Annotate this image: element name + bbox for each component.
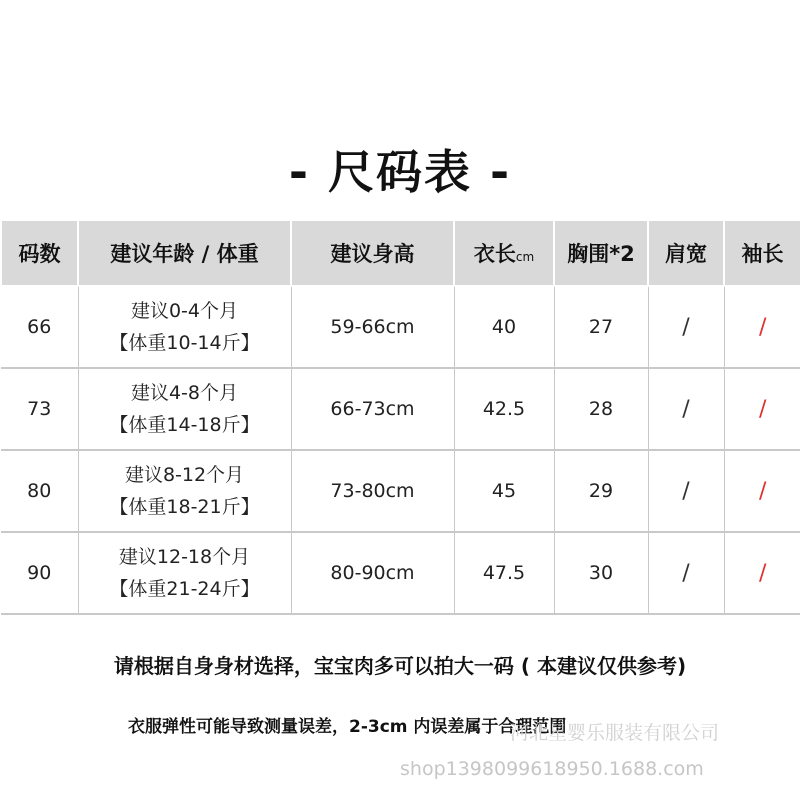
table-row <box>1 286 800 368</box>
sizing-advice-note: 请根据自身身材选择，宝宝肉多可以拍大一码 ( 本建议仅供参考) <box>113 654 687 678</box>
cell-age: 建议0-4个月 <box>130 300 239 322</box>
cell-height: 66-73cm <box>291 368 454 450</box>
table-row <box>1 368 800 450</box>
header-length-unit: cm <box>515 250 535 264</box>
cell-length: 40 <box>454 286 554 368</box>
cell-sleeve-value: / <box>759 314 767 340</box>
cell-shoulder <box>648 368 724 450</box>
cell-age-weight <box>78 286 291 368</box>
cell-shoulder <box>648 450 724 532</box>
cell-chest: 27 <box>554 286 648 368</box>
cell-length: 47.5 <box>454 532 554 614</box>
header-chest: 胸围*2 <box>554 220 648 286</box>
cell-shoulder-value: / <box>682 478 690 504</box>
table-header-row <box>1 220 800 286</box>
cell-weight: 【体重14-18斤】 <box>109 414 260 436</box>
cell-age: 建议12-18个月 <box>118 546 251 568</box>
cell-sleeve <box>724 368 800 450</box>
watermark-url: shop1398099618950.1688.com <box>400 758 704 780</box>
cell-shoulder-value: / <box>682 314 690 340</box>
header-sleeve: 袖长 <box>724 220 800 286</box>
cell-sleeve-value: / <box>759 478 767 504</box>
cell-sleeve-value: / <box>759 560 767 586</box>
cell-length: 45 <box>454 450 554 532</box>
table-row <box>1 532 800 614</box>
cell-size: 73 <box>1 368 78 450</box>
cell-age-weight <box>78 368 291 450</box>
cell-sleeve <box>724 532 800 614</box>
cell-size: 90 <box>1 532 78 614</box>
cell-height: 73-80cm <box>291 450 454 532</box>
cell-shoulder <box>648 286 724 368</box>
header-size: 码数 <box>1 220 78 286</box>
cell-shoulder-value: / <box>682 560 690 586</box>
cell-age: 建议8-12个月 <box>124 464 245 486</box>
cell-chest: 28 <box>554 368 648 450</box>
header-shoulder: 肩宽 <box>648 220 724 286</box>
cell-length: 42.5 <box>454 368 554 450</box>
cell-size: 66 <box>1 286 78 368</box>
header-age-weight: 建议年龄 / 体重 <box>78 220 291 286</box>
cell-shoulder <box>648 532 724 614</box>
cell-weight: 【体重18-21斤】 <box>109 496 260 518</box>
watermark-company: 河北星婴乐服装有限公司 <box>510 722 720 744</box>
header-length-label: 衣长 <box>473 242 516 266</box>
cell-sleeve <box>724 450 800 532</box>
cell-size: 80 <box>1 450 78 532</box>
cell-shoulder-value: / <box>682 396 690 422</box>
cell-chest: 29 <box>554 450 648 532</box>
cell-weight: 【体重10-14斤】 <box>109 332 260 354</box>
cell-weight: 【体重21-24斤】 <box>109 578 260 600</box>
cell-sleeve <box>724 286 800 368</box>
table-row <box>1 450 800 532</box>
cell-height: 59-66cm <box>291 286 454 368</box>
cell-sleeve-value: / <box>759 396 767 422</box>
cell-height: 80-90cm <box>291 532 454 614</box>
measurement-error-note: 衣服弹性可能导致测量误差，2-3cm 内误差属于合理范围 <box>128 717 567 737</box>
page-title: - 尺码表 - <box>288 145 512 199</box>
cell-age-weight <box>78 450 291 532</box>
cell-age: 建议4-8个月 <box>130 382 239 404</box>
header-length <box>454 220 554 286</box>
cell-chest: 30 <box>554 532 648 614</box>
header-height: 建议身高 <box>291 220 454 286</box>
cell-age-weight <box>78 532 291 614</box>
size-table <box>0 219 800 615</box>
